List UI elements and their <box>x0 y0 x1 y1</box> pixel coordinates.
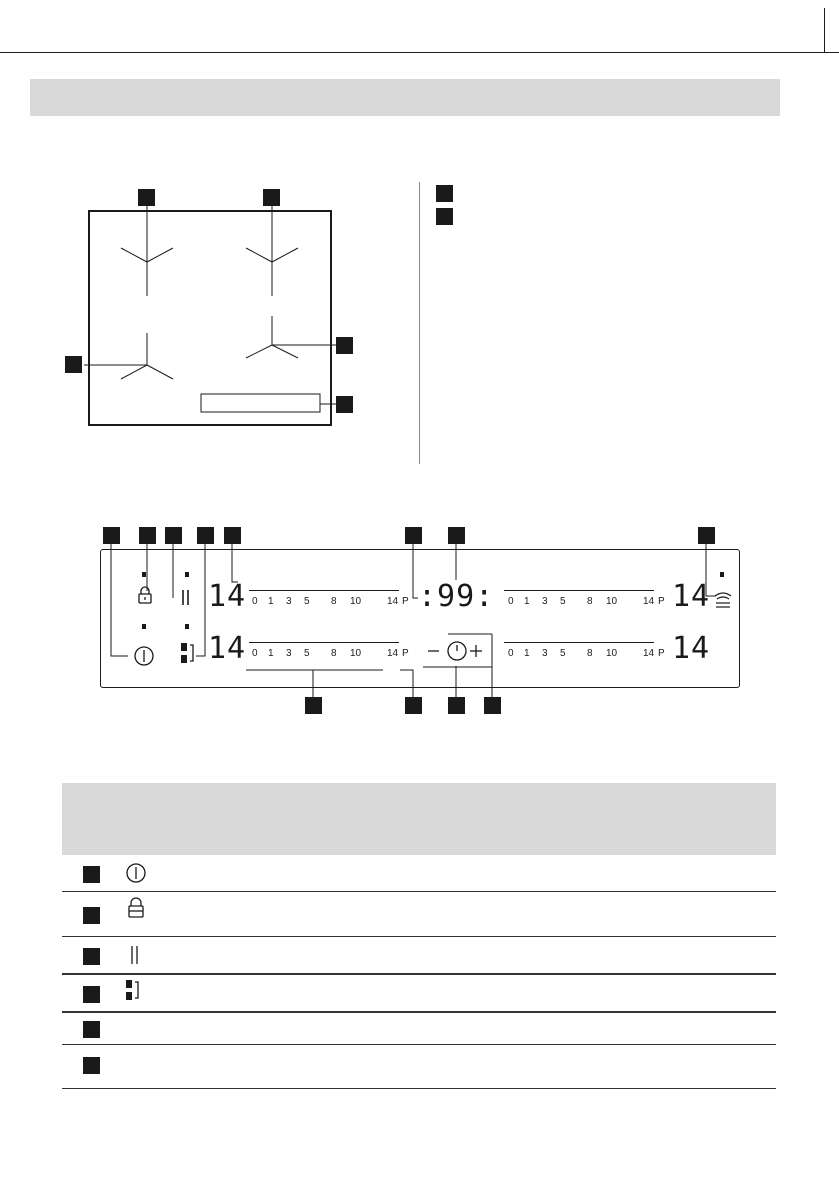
scale-label: 8 <box>587 648 593 659</box>
scale-label: 8 <box>331 596 337 607</box>
timer-display: :99: <box>418 579 495 614</box>
power-slider-rear-left-line <box>249 590 399 591</box>
scale-label: 5 <box>560 648 566 659</box>
bridge-indicator-dot <box>185 624 189 629</box>
table-row <box>62 937 776 975</box>
scale-label: 1 <box>524 648 530 659</box>
timer-select-button[interactable] <box>447 641 467 661</box>
scale-label: 10 <box>606 596 618 607</box>
scale-label: 3 <box>286 648 292 659</box>
row-marker <box>83 907 100 924</box>
table-row <box>62 892 776 937</box>
table-row <box>62 1013 776 1045</box>
control-panel-outline <box>100 549 740 688</box>
scale-label: 10 <box>606 648 618 659</box>
scale-label: 14 <box>643 596 655 607</box>
callout-marker-power <box>103 527 120 544</box>
table-row <box>62 975 776 1013</box>
scale-label: 14 <box>387 596 399 607</box>
table-row <box>62 855 776 892</box>
control-panel-marker <box>336 396 353 413</box>
zone-display-front-right: 14 <box>672 631 711 666</box>
scale-label: P <box>402 596 409 607</box>
legend-marker-1 <box>436 185 453 202</box>
callout-marker-timer-plus <box>484 697 501 714</box>
zone-display-rear-left: 14 <box>208 579 247 614</box>
scale-label: 5 <box>304 648 310 659</box>
power-scale-rear-left[interactable] <box>252 597 412 609</box>
timer-plus-button[interactable] <box>468 643 484 659</box>
scale-label: 5 <box>304 596 310 607</box>
scale-label: 14 <box>387 648 399 659</box>
scale-label: 3 <box>286 596 292 607</box>
scale-label: 0 <box>508 596 514 607</box>
callout-marker-bridge <box>197 527 214 544</box>
power-icon <box>126 863 146 883</box>
callout-marker-display <box>224 527 241 544</box>
row-marker <box>83 948 100 965</box>
scale-label: 0 <box>252 648 258 659</box>
zone-rear-right-marker <box>263 189 280 206</box>
scale-label: 10 <box>350 596 362 607</box>
scale-label: 1 <box>268 648 274 659</box>
callout-marker-timer-display <box>405 527 422 544</box>
zone-display-rear-right: 14 <box>672 579 711 614</box>
scale-label: 5 <box>560 596 566 607</box>
table-row <box>62 1045 776 1089</box>
row-marker <box>83 986 100 1003</box>
row-marker <box>83 1021 100 1038</box>
row-rule <box>62 1088 776 1089</box>
power-scale-rear-right[interactable] <box>508 597 668 609</box>
power-indicator-dot <box>142 624 146 629</box>
column-divider <box>419 182 420 464</box>
scale-label: 0 <box>252 596 258 607</box>
legend-marker-2 <box>436 208 453 225</box>
power-scale-front-right[interactable] <box>508 649 668 661</box>
zone-rear-left-marker <box>138 189 155 206</box>
callout-marker-hob2hood <box>698 527 715 544</box>
pause-icon <box>126 945 146 965</box>
scale-label: 1 <box>268 596 274 607</box>
lock-indicator-dot <box>142 572 146 577</box>
callout-marker-power-slider <box>305 697 322 714</box>
lock-icon <box>126 898 146 918</box>
hob2hood-indicator-dot <box>720 572 724 577</box>
hob-outline <box>88 210 332 426</box>
scale-label: 10 <box>350 648 362 659</box>
power-slider-front-right-line <box>504 642 654 643</box>
section-header-bar <box>30 79 780 116</box>
callout-marker-timer-select <box>448 697 465 714</box>
scale-label: 0 <box>508 648 514 659</box>
power-scale-front-left[interactable] <box>252 649 412 661</box>
zone-front-right-marker <box>336 337 353 354</box>
scale-label: P <box>658 596 665 607</box>
row-marker <box>83 1057 100 1074</box>
scale-label: 8 <box>331 648 337 659</box>
callout-marker-powerboost <box>405 697 422 714</box>
callout-marker-lock <box>139 527 156 544</box>
zone-front-left-marker <box>65 356 82 373</box>
row-marker <box>83 866 100 883</box>
scale-label: P <box>402 648 409 659</box>
timer-minus-button[interactable] <box>426 643 442 659</box>
scale-label: P <box>658 648 665 659</box>
callout-marker-timer-value <box>448 527 465 544</box>
pause-indicator-dot <box>185 572 189 577</box>
power-slider-rear-right-line <box>504 590 654 591</box>
callout-marker-pause <box>165 527 182 544</box>
scale-label: 14 <box>643 648 655 659</box>
bridge-icon <box>126 980 146 1000</box>
zone-display-front-left: 14 <box>208 631 247 666</box>
top-rule-notch <box>824 8 825 52</box>
power-slider-front-left-line <box>249 642 399 643</box>
scale-label: 3 <box>542 596 548 607</box>
scale-label: 8 <box>587 596 593 607</box>
scale-label: 3 <box>542 648 548 659</box>
top-rule <box>0 52 839 53</box>
table-header <box>62 783 776 855</box>
scale-label: 1 <box>524 596 530 607</box>
